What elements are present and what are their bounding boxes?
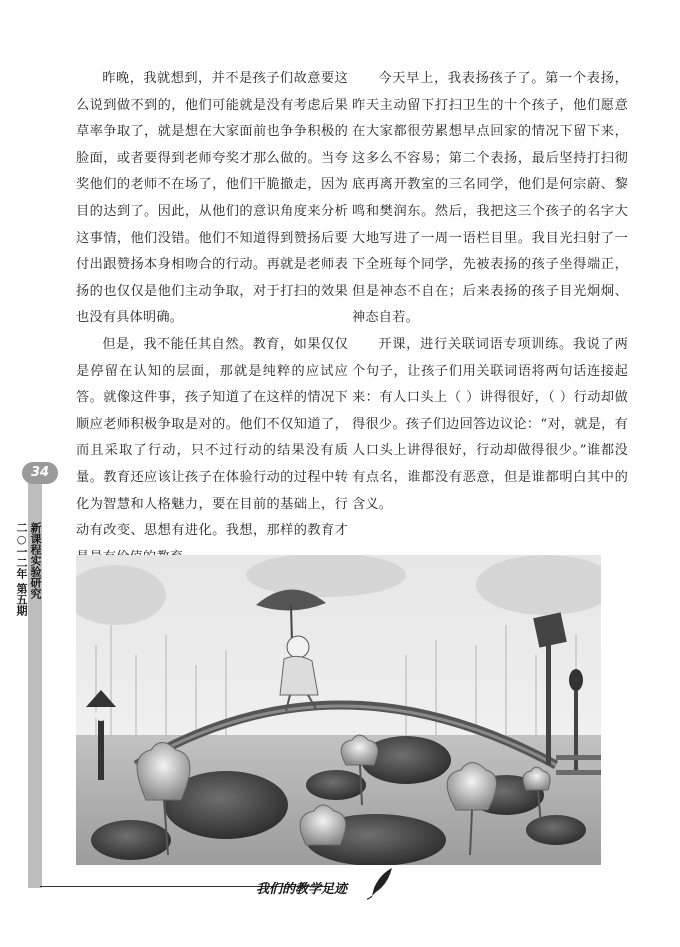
paragraph: 开课，进行关联词语专项训练。我说了两个句子，让孩子们用关联词语将两句话连接起来：有人口头上（ ）讲得很好，（ ）行动却做得很少。孩子们边回答边议论：“对，就是，有人口头上讲得很好，行动却做得很少。”谁都没有点名，谁都没有恶意，但是谁都明白其中的含义。 <box>352 336 628 512</box>
left-column <box>76 66 348 571</box>
paragraph: 但是，我不能任其自然。教育，如果仅仅是停留在认知的层面，那就是纯粹的应试应答。就像这件事，孩子知道了在这样的情况下顺应老师积极争取是对的。他们不仅知道了，而且采取了行动，只不过行动的结果没有质量。教育还应该让孩子在体验行动的过程中转化为智慧和人格魅力，要在目前的基础上，行动有改变、思想有进化。我想，那样的教育才 <box>76 336 348 539</box>
journal-vertical-label <box>15 522 42 616</box>
footer-column-title: 我们的教学足迹 <box>256 882 348 897</box>
page-number: 34 <box>22 462 58 484</box>
lotus-pond-illustration <box>76 555 601 865</box>
paragraph: 今天早上，我表扬孩子了。第一个表扬，昨天主动留下打扫卫生的十个孩子，他们愿意在大家都很劳累想早点回家的情况下留下来，这多么不容易；第二个表扬，最后坚持打扫彻底再离开教室的三名同学，他们是何宗蔚、黎鸣和樊润东。然后，我把这三个孩子的名字大大地写进了一周一语栏目里。我目光扫射了一下全班每个同学，先被表扬的孩子坐得端正，但是神态不自在；后来表扬的孩子目光炯炯、神态自若。 <box>352 71 628 326</box>
journal-name: 新课程实验研究 <box>29 522 42 599</box>
right-column <box>352 66 628 518</box>
illustration-drawing <box>76 555 601 865</box>
journal-issue: 二○一二年 第五期 <box>15 522 28 616</box>
paragraph: 昨晚，我就想到，并不是孩子们故意要这么说到做不到的，他们可能就是没有考虑后果草率争取了，就是想在大家面前也争争积极的脸面，或者要得到老师夸奖才那么做的。当夸奖他们的老师不在场了，他们干脆撤走，因为目的达到了。因此，从他们的意识角度来分析这事情，他们没错。他们不知道得到赞扬后要付出跟赞扬本身相吻合的行动。再就是老师表扬的也仅仅是他们主动争取，对于打扫的效果也没有具体明确。 <box>76 71 348 326</box>
feather-pen-icon <box>366 866 396 900</box>
